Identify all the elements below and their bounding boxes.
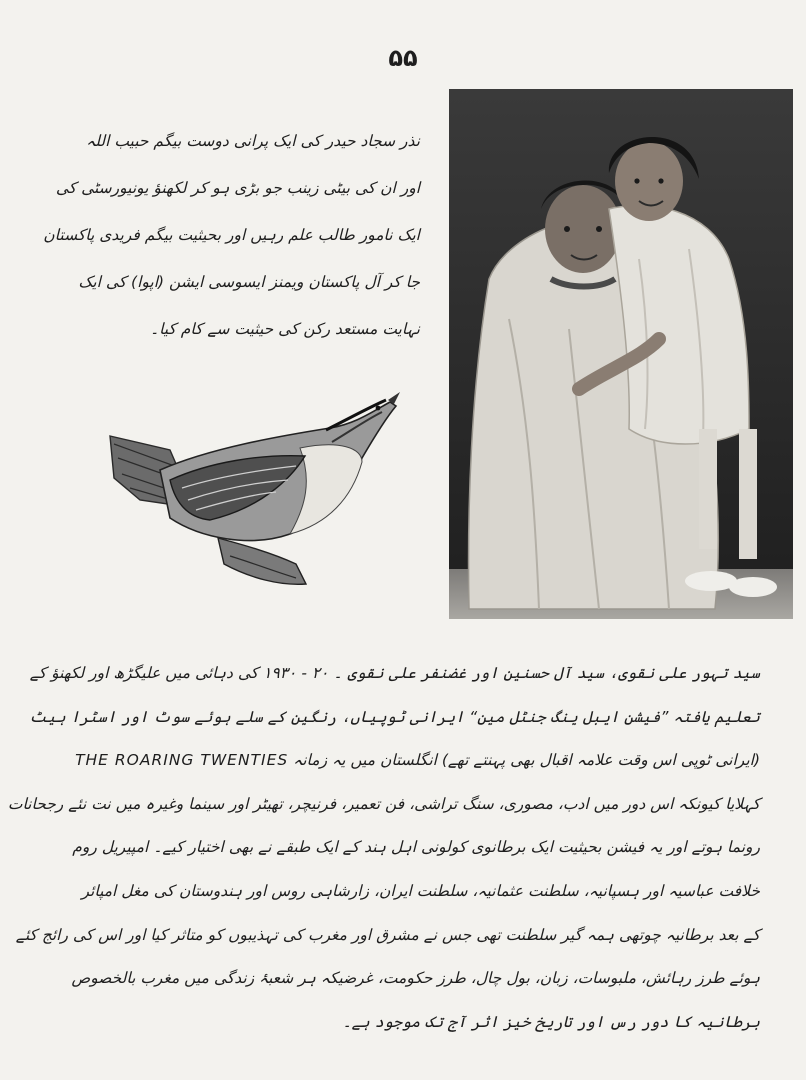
caption-line: نذر سجاد حیدر کی ایک پرانی دوست بیگم حبیب اللہ [86, 132, 420, 150]
caption-line: نہایت مستعد رکن کی حیثیت سے کام کیا۔ [150, 320, 420, 338]
bird-illustration [100, 388, 400, 598]
body-line: کے بعد برطانیہ چوتھی ہمہ گیر سلطنت تھی جس نے مشرق اور مغرب کی تہذیبوں کو متاثر کیا اور اس کی رائج کئے [15, 925, 760, 944]
photo-woman-and-child [449, 89, 793, 619]
caption-line: ایک نامور طالب علم رہیں اور بحیثیت بیگم فریدی پاکستان [43, 226, 420, 244]
body-line: برطانیہ کا دور رس اور تاریخ خیز اثر آج تک موجود ہے۔ [342, 1012, 760, 1031]
latin-phrase: THE ROARING TWENTIES [75, 751, 289, 770]
body-line: خلافت عباسیہ اور ہسپانیہ، سلطنت عثمانیہ، سلطنت ایران، زارشاہی روس اور ہندوستان کی مغل امپائر [81, 881, 760, 900]
body-line: ہوئے طرز رہائش، ملبوسات، زبان، بول چال، طرز حکومت، غرضیکہ ہر شعبۂ زندگی میں مغرب بالخصوص [71, 969, 760, 988]
body-line: تعلیم یافتہ ”فیشن ایبل ینگ جنٹل مین“ ایرانی ٹوپیاں، رنگین کے سلے ہوئے سوٹ اور اسٹرا ہیٹ [29, 707, 760, 726]
body-line-text: (ایرانی ٹوپی اس وقت علامہ اقبال بھی پہنتے تھے) انگلستان میں یہ زمانہ [293, 751, 760, 770]
body-line: سید تہور علی نقوی، سید آل حسنین اور غضنفر علی نقوی ۔ ۲۰ - ۱۹۳۰ کی دہائی میں علیگڑھ اور لکھنؤ کے [29, 664, 760, 682]
body-text [7, 652, 760, 1044]
photo-caption [43, 118, 420, 353]
page-number: ۵۵ [388, 44, 418, 72]
caption-line: جا کر آل پاکستان ویمنز ایسوسی ایشن (اپوا) کی ایک [78, 273, 420, 291]
body-line: رونما ہوتے اور یہ فیشن بحیثیت ایک برطانوی کولونی اہل ہند کے ایک طبقے نے بھی اختیار کیے۔ امپیریل روم [72, 838, 760, 857]
body-line [48, 739, 760, 783]
caption-line: اور ان کی بیٹی زینب جو بڑی ہو کر لکھنؤ یونیورسٹی کی [55, 179, 420, 197]
body-line: کہلایا کیونکہ اس دور میں ادب، مصوری، سنگ تراشی، فن تعمیر، فرنیچر، تھیٹر اور سینما وغیرہ میں نت نئے رجحانات [7, 794, 760, 813]
